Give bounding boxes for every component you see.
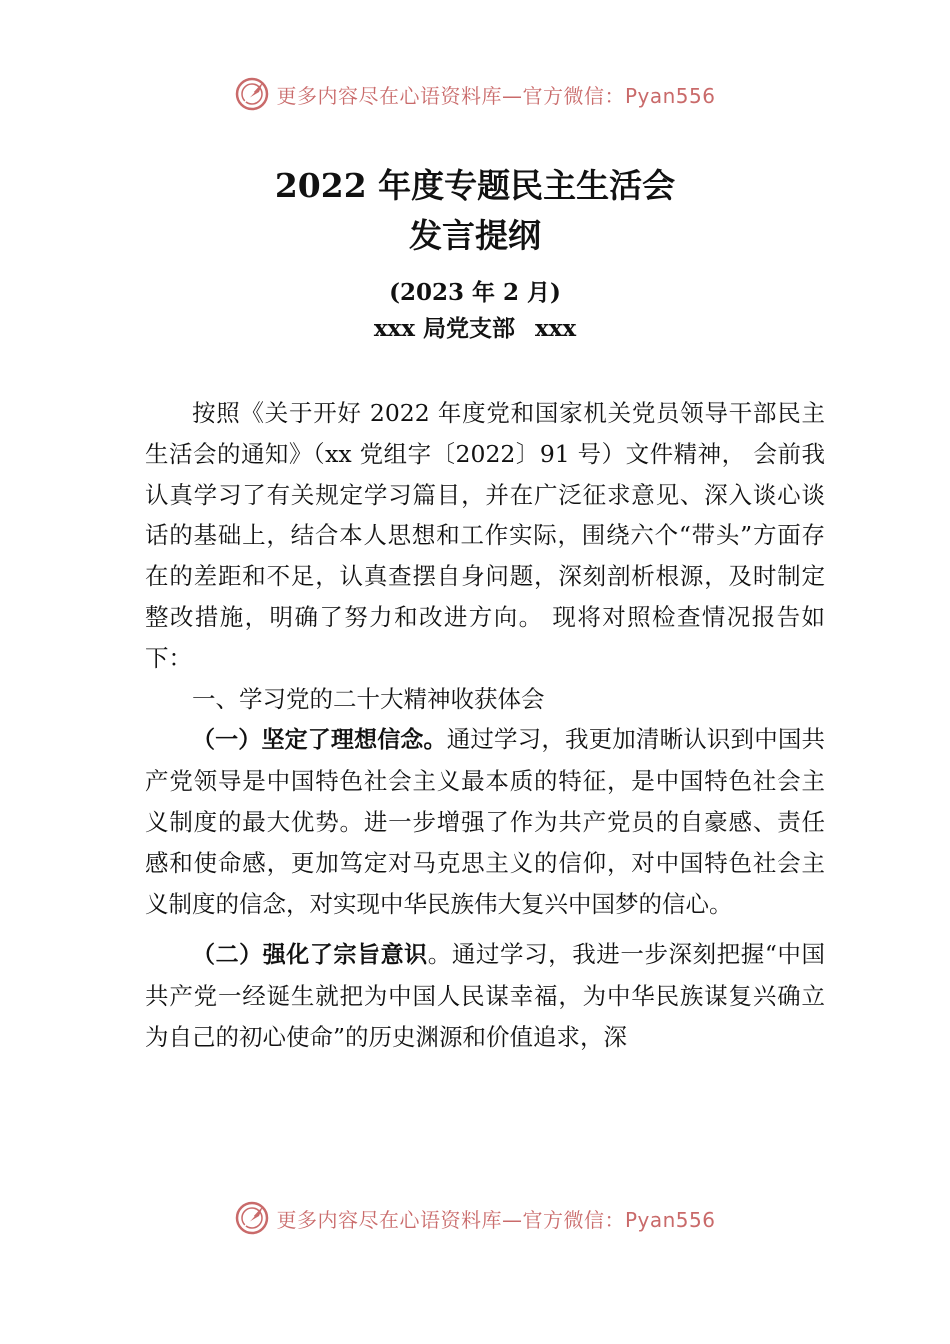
document-title-line1: 2022 年度专题民主生活会 bbox=[274, 166, 676, 205]
header-watermark-text: 更多内容尽在心语资料库—官方微信：Pyan556 bbox=[276, 83, 716, 108]
item-lead-1: （一）坚定了理想信念。 bbox=[192, 727, 447, 754]
footer-watermark-text: 更多内容尽在心语资料库—官方微信：Pyan556 bbox=[276, 1207, 716, 1232]
item-lead-2: （二）强化了宗旨意识 bbox=[192, 942, 428, 969]
author-name: xxx bbox=[535, 315, 577, 342]
section-heading: 一、学习党的二十大精神收获体会 bbox=[192, 684, 545, 713]
item-text-2: 。通过学习，我进一步深刻把握“中国共产党一经诞生就把为中国人民谋幸福，为中华民族谋复兴确立为自己的初心使命”的历史渊源和价值追求，深 bbox=[145, 940, 826, 1051]
document-author bbox=[0, 314, 950, 344]
quill-logo-icon bbox=[234, 1200, 270, 1236]
document-date: (2023 年 2 月) bbox=[389, 279, 561, 306]
item-text-1: 通过学习，我更加清晰认识到中国共产党领导是中国特色社会主义最本质的特征，是中国特色社会主义制度的最大优势。进一步增强了作为共产党员的自豪感、责任感和使命感，更加笃定对马克思主义的信仰，对中国特色社会主义制度的信念，对实现中华民族伟大复兴中国梦的信心。 bbox=[145, 725, 826, 918]
document-title-line2: 发言提纲 bbox=[409, 216, 541, 255]
author-unit: xxx 局党支部 bbox=[373, 315, 515, 342]
item-paragraph-2 bbox=[145, 934, 825, 1057]
document-body bbox=[145, 393, 825, 1058]
item-paragraph-1 bbox=[145, 719, 825, 924]
quill-logo-icon bbox=[234, 76, 270, 112]
intro-paragraph: 按照《关于开好 2022 年度党和国家机关党员领导干部民主生活会的通知》（xx 党组字〔2022〕91 号）文件精神， 会前我认真学习了有关规定学习篇目，并在广泛征求意见、深入谈心谈话的基础上，结合本人思想和工作实际，围绕六个“带头”方面存在的差距和不足，认真查摆自身问题，深刻剖析根源，及时制定整改措施，明确了努力和改进方向。 现将对照检查情况报告如下： bbox=[145, 399, 825, 672]
footer-watermark bbox=[0, 1196, 950, 1240]
header-watermark bbox=[0, 72, 950, 116]
